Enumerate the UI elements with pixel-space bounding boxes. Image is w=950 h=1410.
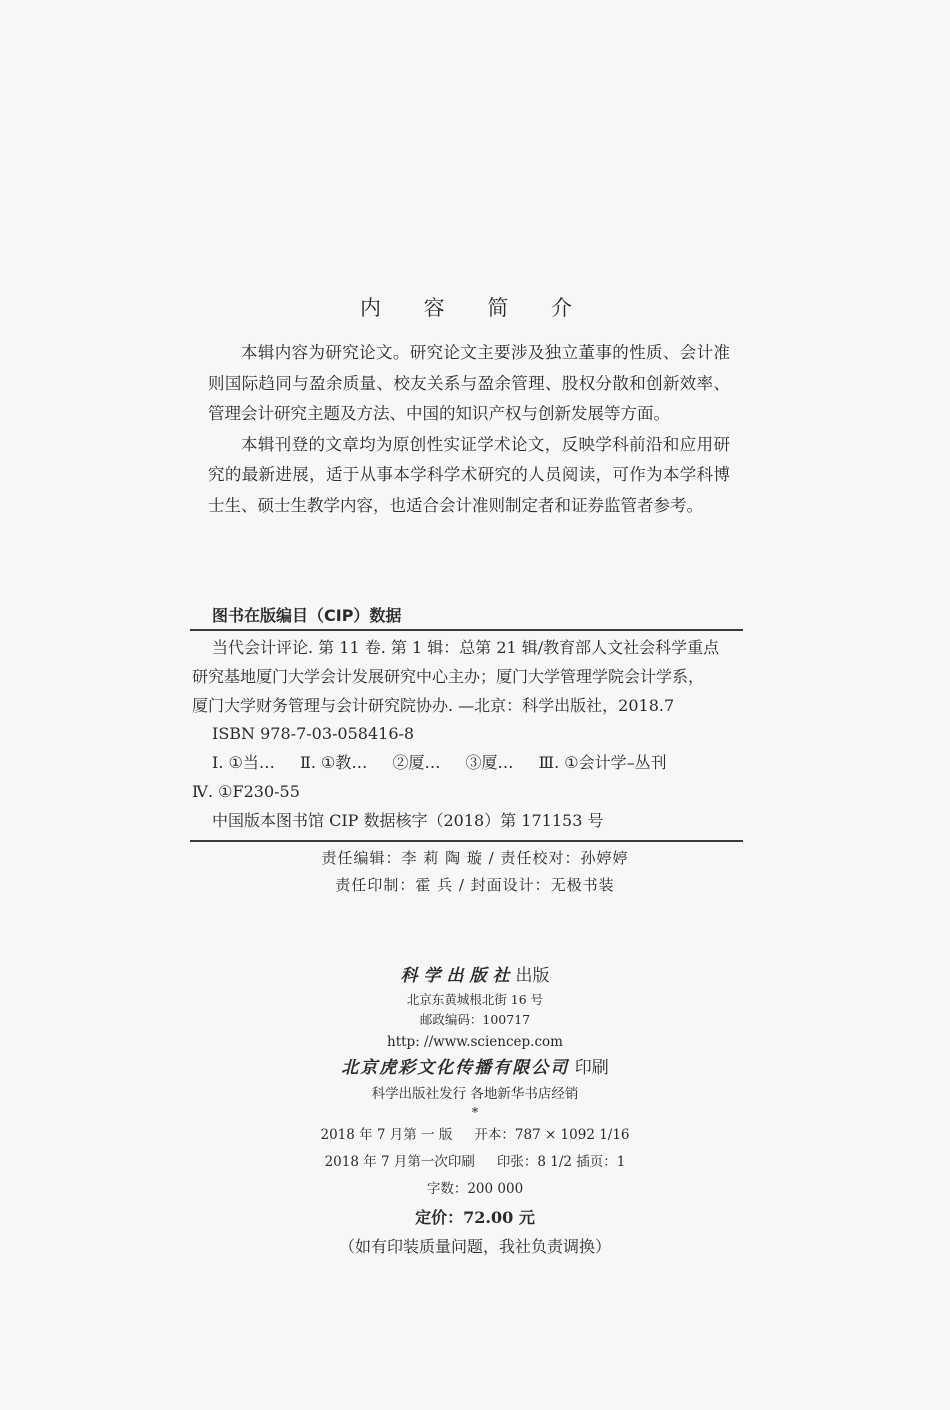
cip-bottom-rule bbox=[190, 840, 743, 842]
price: 定价：72.00 元 bbox=[415, 1208, 535, 1227]
printer-suffix: 印刷 bbox=[574, 1058, 609, 1078]
cip-entry-line: 厦门大学财务管理与会计研究院协办. —北京：科学出版社，2018.7 bbox=[192, 695, 675, 715]
cip-class-item: ③厦… bbox=[465, 753, 514, 773]
distribution: 科学出版社发行 各地新华书店经销 bbox=[371, 1086, 579, 1102]
publisher-postcode: 邮政编码：100717 bbox=[419, 1012, 531, 1027]
cip-class-item: ②厦… bbox=[392, 753, 441, 773]
intro-body bbox=[208, 338, 730, 521]
sheets: 印张：8 1/2 插页：1 bbox=[496, 1154, 626, 1170]
publisher-name: 科学出版社 bbox=[400, 966, 516, 986]
cip-top-rule bbox=[190, 629, 743, 631]
edition: 2018 年 7 月第 一 版 bbox=[320, 1127, 453, 1143]
cip-class-item: Ⅱ. ①教… bbox=[299, 753, 368, 773]
publisher-address: 北京东黄城根北街 16 号 bbox=[406, 992, 544, 1007]
word-count: 字数：200 000 bbox=[426, 1181, 524, 1197]
publisher-url: http: //www.sciencep.com bbox=[387, 1034, 563, 1050]
publisher-name-line bbox=[0, 962, 950, 990]
cip-entry-line: 当代会计评论. 第 11 卷. 第 1 辑：总第 21 辑/教育部人文社会科学重点 bbox=[212, 638, 720, 657]
credits-line: 责任印制：霍 兵 / 封面设计：无极书装 bbox=[335, 876, 615, 894]
cip-block bbox=[192, 634, 742, 836]
printer-name: 北京虎彩文化传播有限公司 bbox=[341, 1058, 570, 1078]
credits-line: 责任编辑：李 莉 陶 璇 / 责任校对：孙婷婷 bbox=[321, 849, 629, 867]
publisher-suffix: 出版 bbox=[515, 966, 550, 986]
intro-paragraph: 本辑内容为研究论文。研究论文主要涉及独立董事的性质、会计准则国际趋同与盈余质量、校友关系与盈余管理、股权分散和创新效率、管理会计研究主题及方法、中国的知识产权与创新发展等方面。 bbox=[208, 343, 730, 423]
cip-isbn: ISBN 978-7-03-058416-8 bbox=[212, 724, 415, 744]
cip-classification-2: Ⅳ. ①F230-55 bbox=[192, 781, 300, 801]
quality-note: （如有印装质量问题，我社负责调换） bbox=[338, 1237, 611, 1256]
separator-star: * bbox=[471, 1106, 479, 1121]
cip-class-item: Ⅰ. ①当… bbox=[212, 753, 275, 773]
printing: 2018 年 7 月第一次印刷 bbox=[324, 1154, 475, 1170]
cip-class-item: Ⅲ. ①会计学–丛刊 bbox=[538, 753, 667, 773]
format: 开本：787 × 1092 1/16 bbox=[474, 1127, 630, 1143]
printing-line bbox=[0, 1149, 950, 1176]
intro-paragraph: 本辑刊登的文章均为原创性实证学术论文，反映学科前沿和应用研究的最新进展，适于从事本学科学术研究的人员阅读，可作为本学科博士生、硕士生教学内容，也适合会计准则制定者和证券监管者参考。 bbox=[208, 434, 730, 515]
cip-entry-line: 研究基地厦门大学会计发展研究中心主办；厦门大学管理学院会计学系， bbox=[192, 666, 705, 686]
intro-title: 内 容 简 介 bbox=[359, 296, 591, 320]
printer-line bbox=[0, 1054, 950, 1082]
credits bbox=[0, 845, 950, 899]
publisher-block bbox=[0, 962, 950, 1261]
cip-check-number: 中国版本图书馆 CIP 数据核字（2018）第 171153 号 bbox=[212, 810, 604, 830]
edition-line bbox=[0, 1122, 950, 1149]
cip-heading: 图书在版编目（CIP）数据 bbox=[212, 606, 402, 625]
cip-classification bbox=[192, 749, 742, 778]
